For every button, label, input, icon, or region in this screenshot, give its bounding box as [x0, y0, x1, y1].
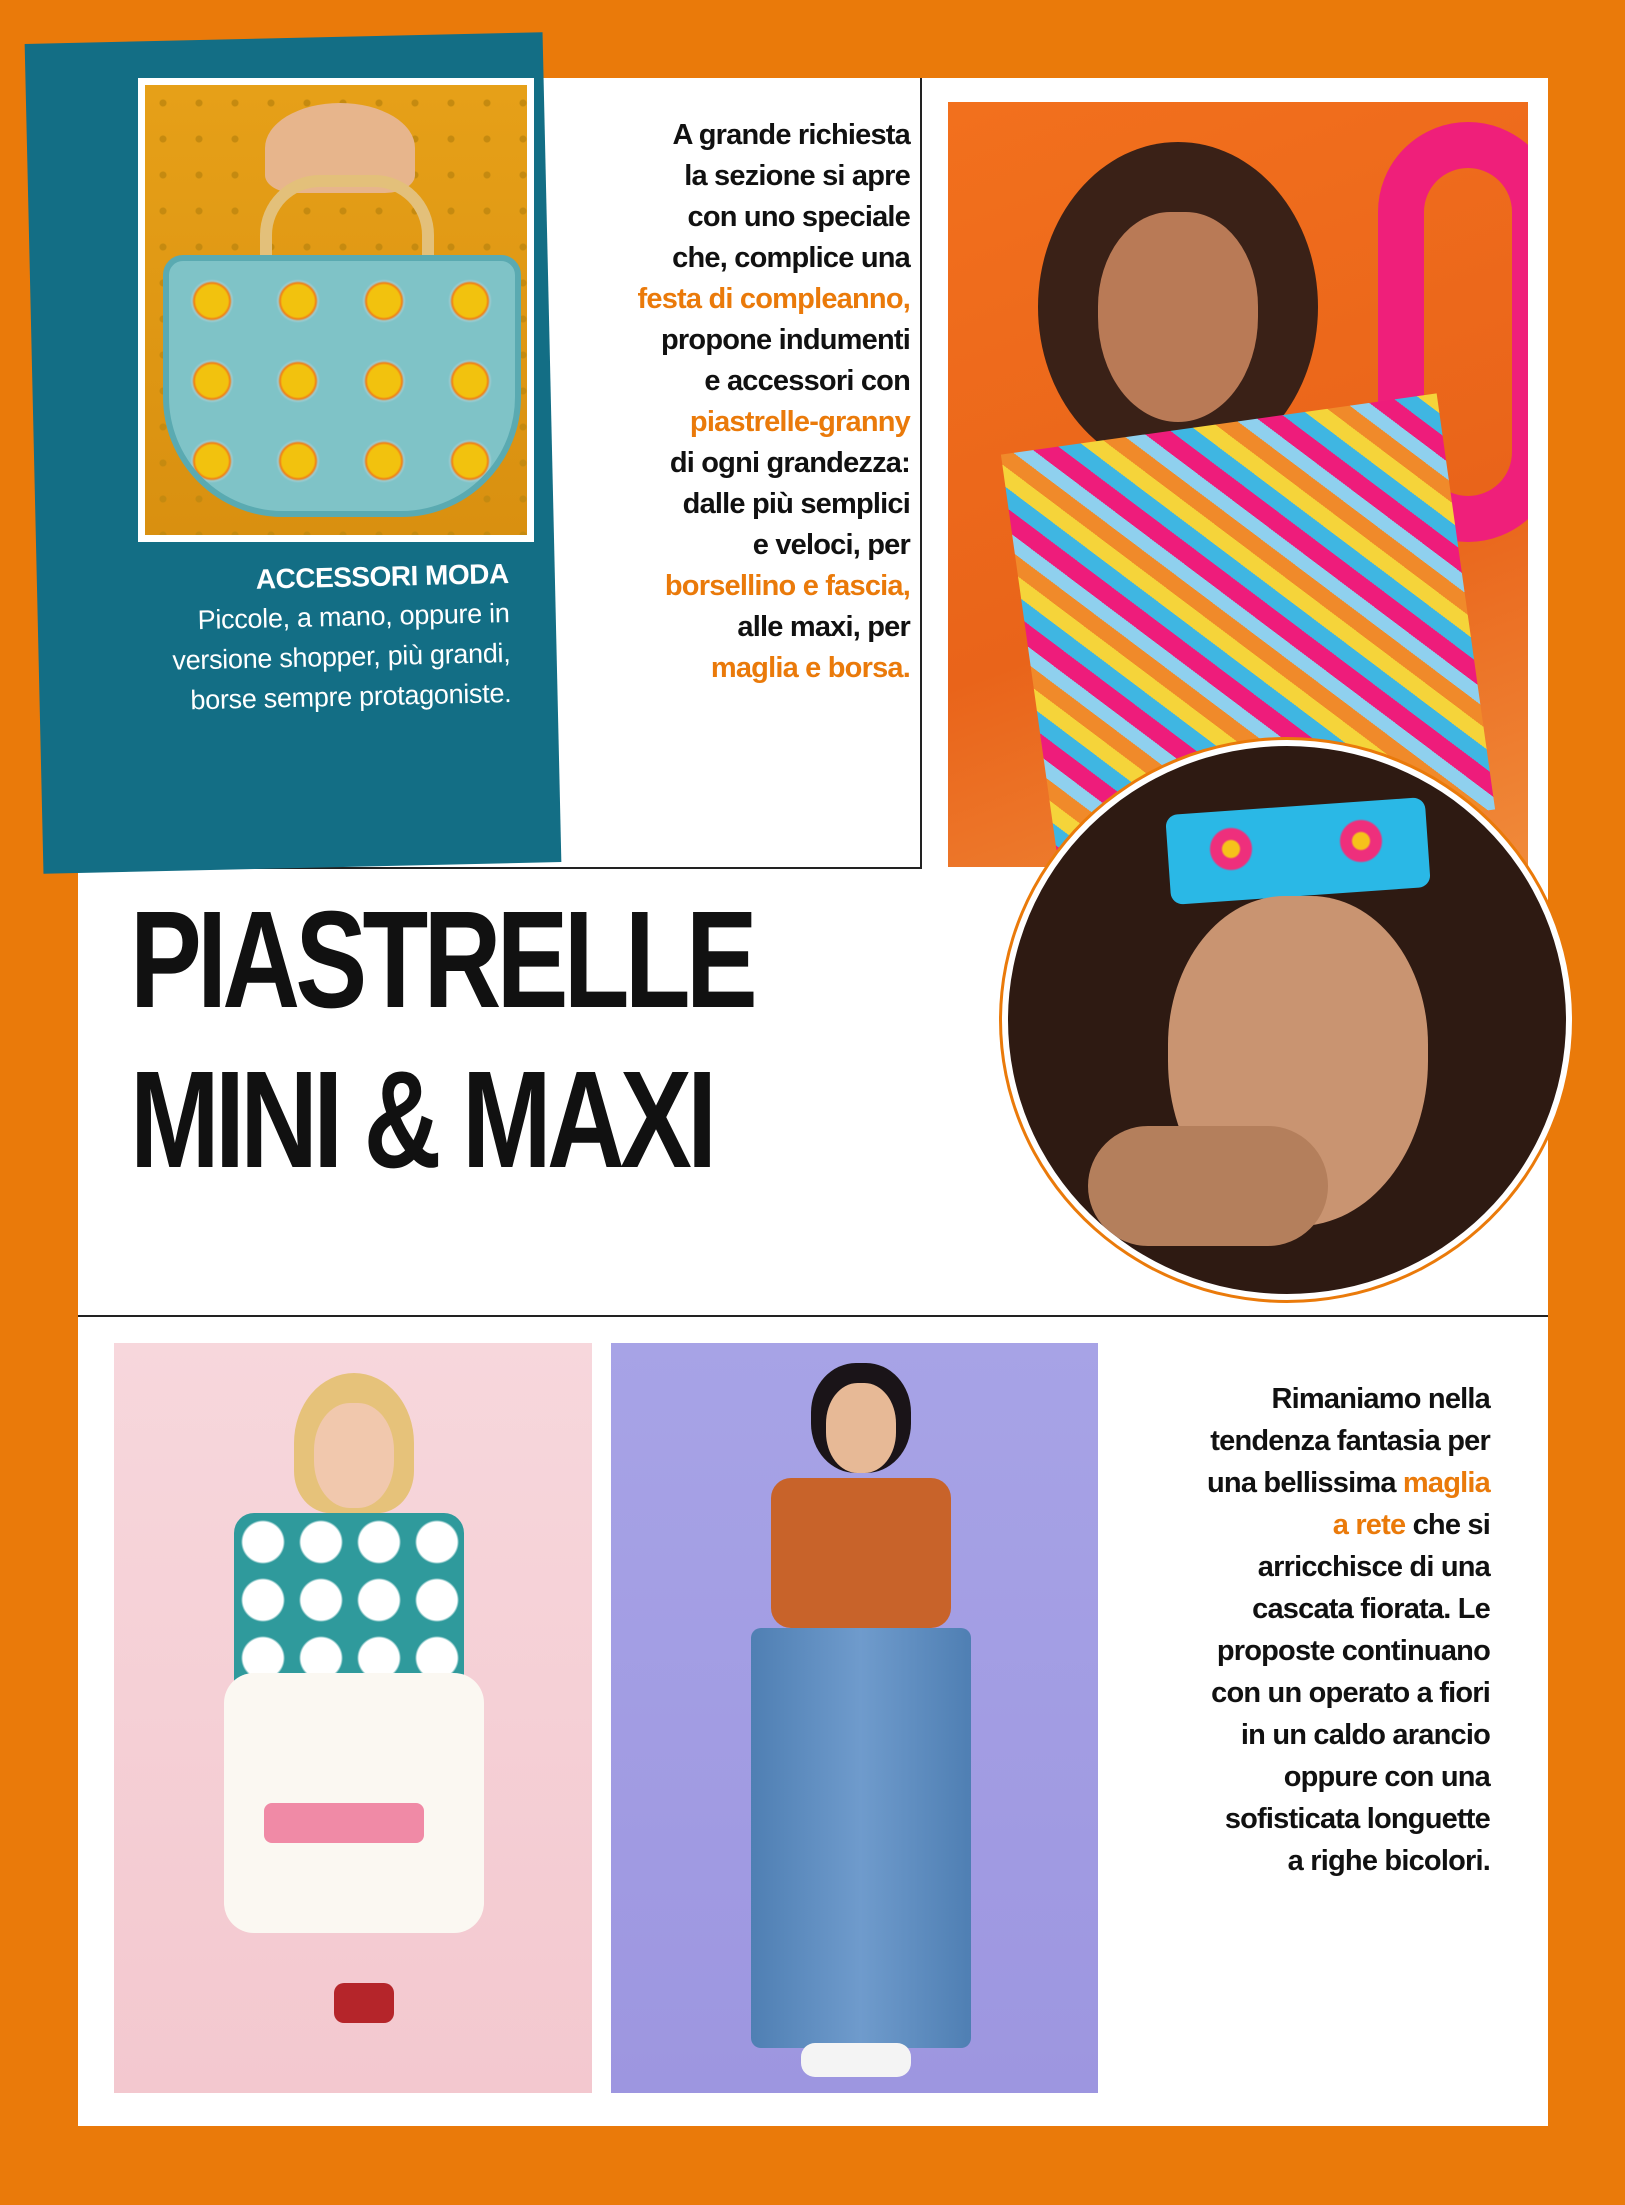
- orange-top-photo: [611, 1343, 1098, 2093]
- caption-title: ACCESSORI MODA: [255, 558, 509, 595]
- body-line: Rimaniamo nella: [1271, 1383, 1490, 1415]
- body-line: tendenza fantasia per: [1210, 1425, 1490, 1457]
- page-title: [130, 880, 879, 1200]
- intro-line: di ogni grandezza:: [669, 447, 910, 479]
- intro-line: A grande richiesta: [672, 119, 910, 151]
- body-text: [1130, 1378, 1490, 1882]
- body-line: proposte continuano: [1216, 1635, 1490, 1667]
- caption-line: Piccole, a mano, oppure in: [197, 598, 510, 636]
- orange-top-shape: [771, 1478, 951, 1628]
- body-highlight: maglia: [1402, 1467, 1490, 1499]
- flower-motif-shape: [1208, 826, 1254, 872]
- stool-shape: [264, 1803, 424, 1843]
- body-line: arricchisce di una: [1257, 1551, 1490, 1583]
- intro-highlight: borsellino e fascia,: [664, 570, 910, 602]
- body-line: in un caldo arancio: [1240, 1719, 1490, 1751]
- caption-line: borse sempre protagoniste.: [190, 677, 512, 716]
- vertical-rule: [920, 78, 922, 868]
- face-shape: [826, 1383, 896, 1473]
- intro-highlight: maglia e borsa.: [710, 652, 910, 684]
- jeans-shape: [751, 1628, 971, 2048]
- horizontal-rule-bottom: [78, 1315, 1548, 1317]
- face-shape: [314, 1403, 394, 1508]
- hand-shape: [1088, 1126, 1328, 1246]
- body-highlight: a rete: [1332, 1509, 1406, 1541]
- sneaker-shape: [801, 2043, 911, 2077]
- face-shape: [1098, 212, 1258, 422]
- intro-text: [560, 115, 910, 689]
- intro-line: alle maxi, per: [737, 611, 910, 643]
- intro-line: e veloci, per: [752, 529, 910, 561]
- title-line: PIASTRELLE: [130, 883, 754, 1037]
- intro-line: con uno speciale: [687, 201, 910, 233]
- sandal-shape: [334, 1983, 394, 2023]
- title-line: MINI & MAXI: [130, 1043, 713, 1197]
- mesh-top-photo: [114, 1343, 592, 2093]
- body-line: cascata fiorata. Le: [1252, 1593, 1490, 1625]
- body-line: con un operato a fiori: [1211, 1677, 1490, 1709]
- intro-highlight: festa di compleanno,: [637, 283, 910, 315]
- body-text-span: una bellissima: [1207, 1467, 1403, 1499]
- intro-line: che, complice una: [672, 242, 910, 274]
- granny-bag-shape: [163, 255, 521, 517]
- intro-line: e accessori con: [704, 365, 910, 397]
- intro-line: la sezione si apre: [684, 160, 910, 192]
- intro-line: propone indumenti: [661, 324, 910, 356]
- caption-line: versione shopper, più grandi,: [172, 638, 511, 676]
- headband-shape: [1165, 797, 1431, 905]
- intro-line: dalle più semplici: [682, 488, 910, 520]
- body-line: a righe bicolori.: [1287, 1845, 1490, 1877]
- flower-motif-shape: [1338, 818, 1384, 864]
- body-line: sofisticata longuette: [1224, 1803, 1490, 1835]
- body-line: [1130, 1504, 1490, 1546]
- crochet-bag-photo: [138, 78, 534, 542]
- body-line: [1130, 1462, 1490, 1504]
- body-text-span: che si: [1405, 1509, 1490, 1541]
- sidebar-caption: [68, 555, 511, 723]
- intro-highlight: piastrelle-granny: [689, 406, 910, 438]
- headband-photo: [1002, 740, 1572, 1300]
- body-line: oppure con una: [1283, 1761, 1490, 1793]
- bag-handle-shape: [260, 175, 434, 257]
